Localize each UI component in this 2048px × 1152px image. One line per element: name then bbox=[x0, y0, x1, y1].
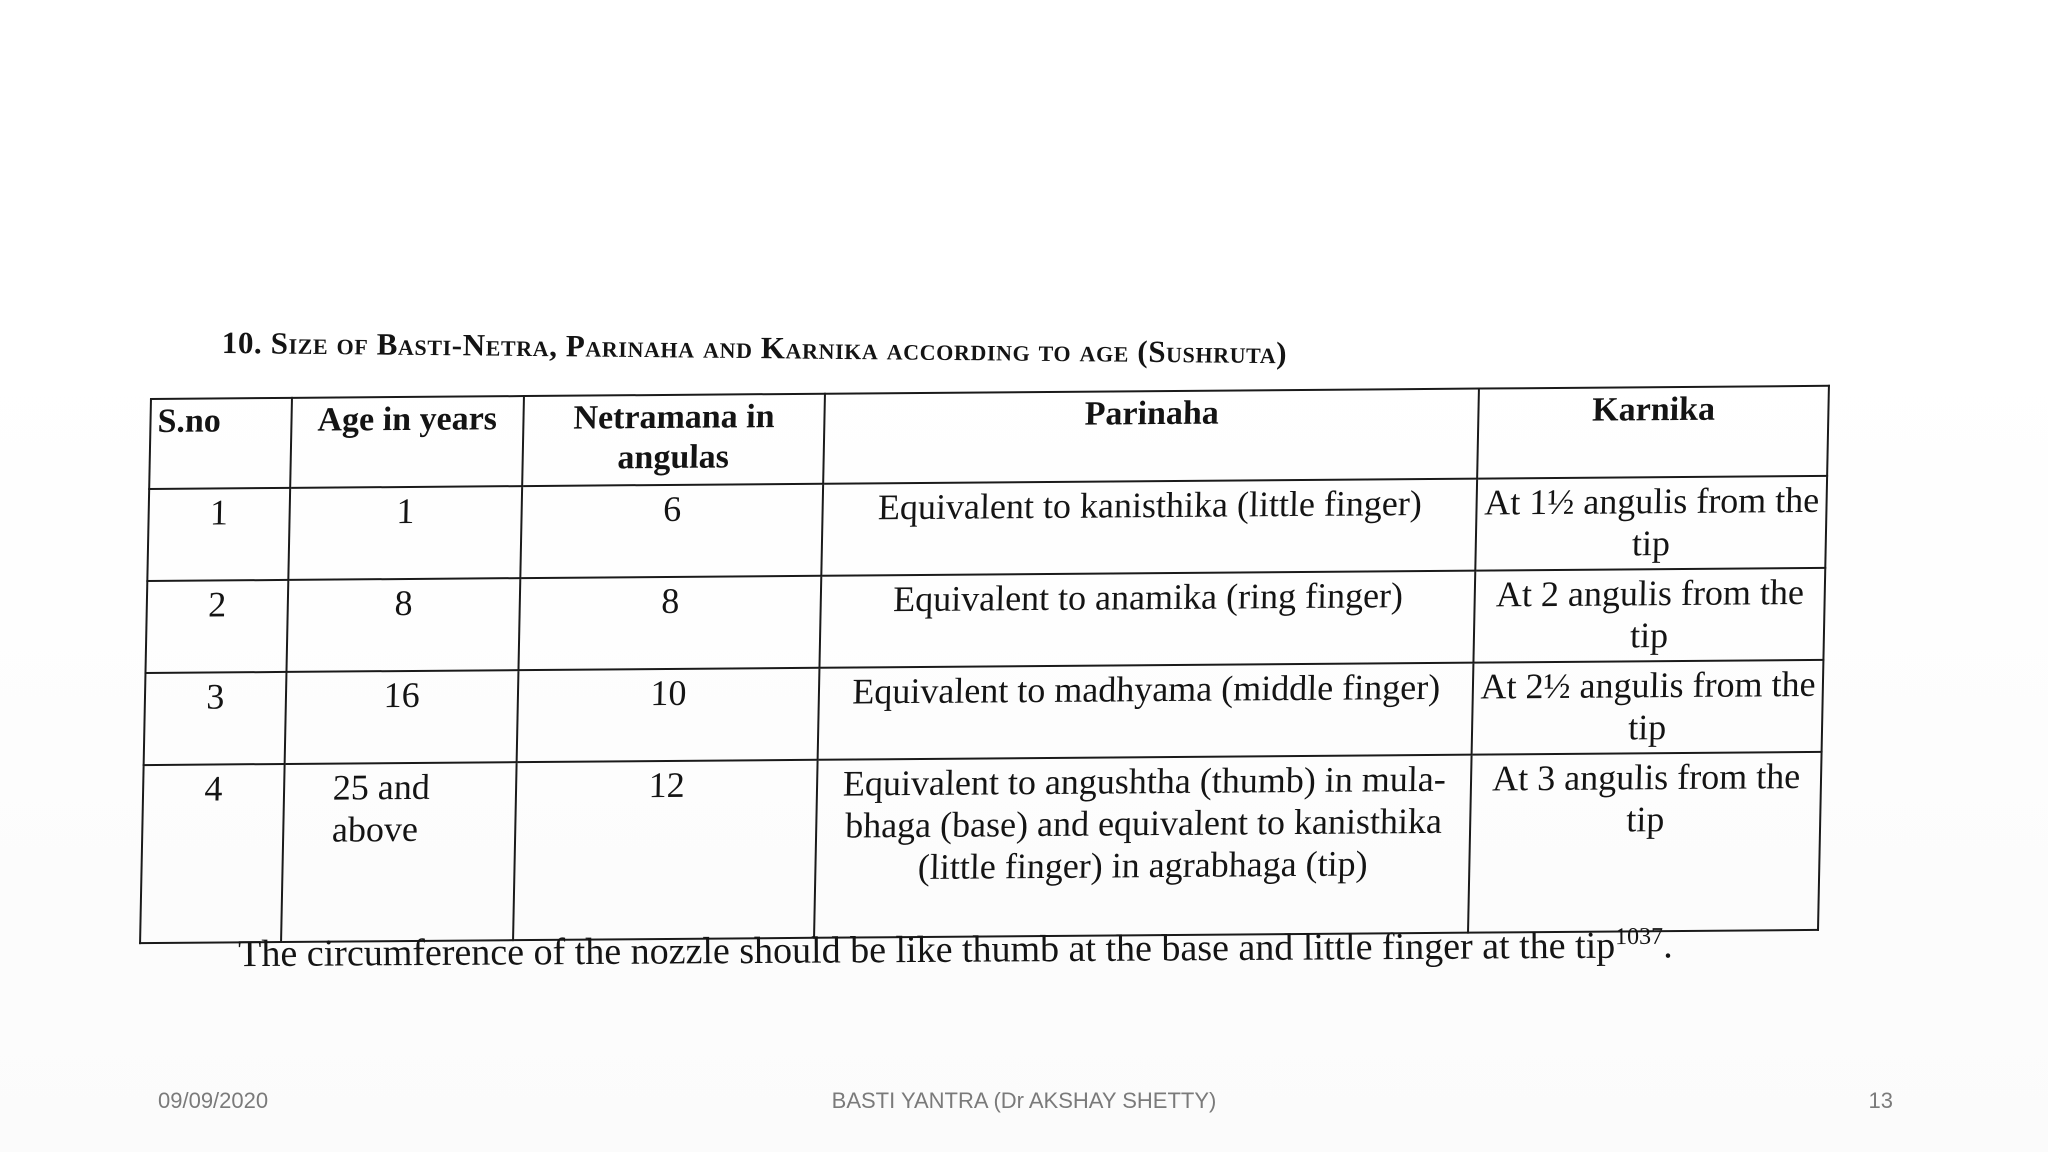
cell-netramana: 6 bbox=[520, 484, 823, 578]
cell-netramana: 10 bbox=[516, 668, 819, 762]
cell-age: 16 bbox=[284, 670, 518, 764]
cell-parinaha: Equivalent to madhyama (middle finger) bbox=[818, 663, 1474, 760]
cell-age: 25 and above bbox=[281, 762, 517, 942]
table-row bbox=[144, 660, 1824, 765]
header-sno: S.no bbox=[149, 398, 291, 489]
cell-sno: 3 bbox=[144, 672, 287, 765]
cell-karnika: At 3 angulis from the tip bbox=[1468, 752, 1821, 933]
table-caption: 10. Size of Basti-Netra, Parinaha and Karnika according to age (Sushruta) bbox=[221, 325, 1288, 371]
header-age: Age in years bbox=[290, 396, 524, 488]
footer-page-number: 13 bbox=[1868, 1088, 1893, 1113]
table-row bbox=[145, 568, 1825, 673]
footnote-reference: 1037 bbox=[1615, 923, 1664, 951]
cell-netramana: 8 bbox=[518, 576, 821, 670]
cell-sno: 1 bbox=[147, 488, 290, 581]
cell-parinaha: Equivalent to anamika (ring finger) bbox=[820, 571, 1476, 668]
cell-netramana: 12 bbox=[513, 760, 818, 940]
nozzle-circumference-note bbox=[152, 908, 1852, 983]
header-netramana: Netramana in angulas bbox=[522, 394, 825, 486]
header-karnika: Karnika bbox=[1477, 386, 1828, 479]
cell-sno: 2 bbox=[145, 580, 288, 673]
cell-parinaha: Equivalent to angushtha (thumb) in mula-bhaga (base) and equivalent to kanisthika (little finger) in agrabhaga (tip) bbox=[814, 755, 1472, 938]
paragraph-indent bbox=[152, 966, 238, 967]
cell-karnika: At 2 angulis from the tip bbox=[1474, 568, 1825, 663]
cell-parinaha: Equivalent to kanisthika (little finger) bbox=[822, 479, 1478, 576]
cell-age: 1 bbox=[288, 486, 522, 580]
cell-age: 8 bbox=[286, 578, 520, 672]
cell-karnika: At 2½ angulis from the tip bbox=[1472, 660, 1823, 755]
header-parinaha: Parinaha bbox=[823, 389, 1479, 484]
note-end: . bbox=[1663, 924, 1673, 967]
cell-karnika: At 1½ angulis from the tip bbox=[1476, 476, 1827, 571]
note-text: The circumference of the nozzle should be like thumb at the base and little finger at the tip bbox=[238, 924, 1616, 976]
cell-sno: 4 bbox=[140, 764, 284, 943]
basti-netra-size-table bbox=[139, 385, 1830, 944]
footer-date: 09/09/2020 bbox=[158, 1088, 269, 1113]
footer-title: BASTI YANTRA (Dr AKSHAY SHETTY) bbox=[831, 1088, 1217, 1113]
table-header-row bbox=[149, 386, 1829, 489]
table-row bbox=[147, 476, 1827, 581]
table-container bbox=[139, 385, 1830, 944]
